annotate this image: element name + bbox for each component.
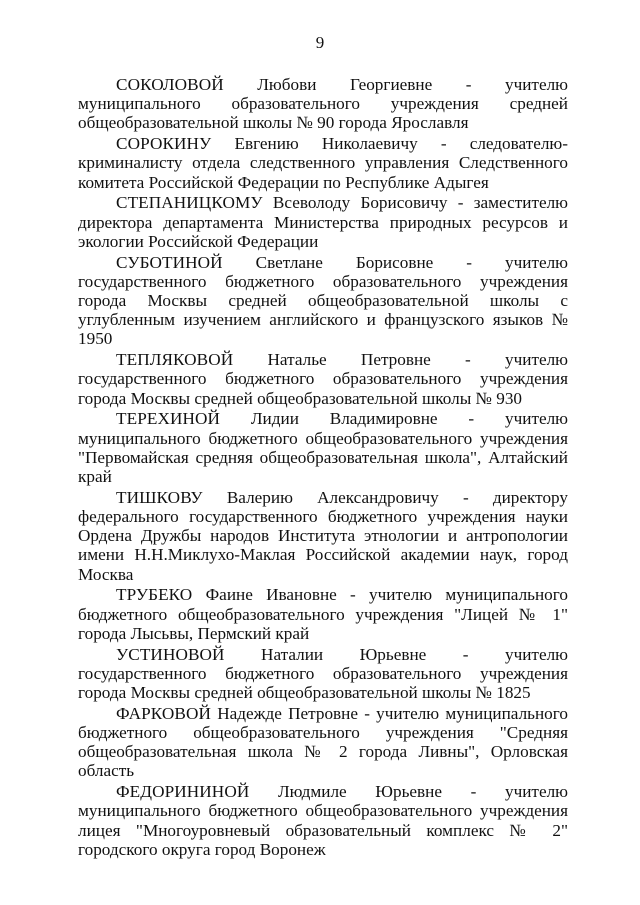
recipient-surname: ФАРКОВОЙ	[116, 703, 212, 723]
list-item	[78, 253, 568, 349]
list-item	[78, 193, 568, 251]
recipient-details: Лидии Владимировне - учителю муниципального бюджетного общеобразовательного учреждения "Первомайская средняя общеобразовательная школа", Алтайский край	[78, 409, 568, 487]
recipient-surname: ТИШКОВУ	[116, 487, 203, 507]
list-item	[78, 645, 568, 703]
recipient-surname: СТЕПАНИЦКОМУ	[116, 193, 263, 213]
recipient-details: Людмиле Юрьевне - учителю муниципального бюджетного общеобразовательного учреждения лицея "Многоуровневый образовательный комплекс № 2" городского округа город Воронеж	[78, 782, 568, 859]
recipient-surname: УСТИНОВОЙ	[116, 644, 225, 664]
list-item	[78, 409, 568, 486]
recipient-details: Наталье Петровне - учителю государственного бюджетного образовательного учреждения города Москвы средней общеобразовательной школы № 930	[78, 350, 568, 408]
list-item	[78, 782, 568, 859]
list-item	[78, 350, 568, 408]
recipient-details: Надежде Петровне - учителю муниципального бюджетного общеобразовательного учреждения "Средняя общеобразовательная школа № 2 города Ливны", Орловская область	[78, 703, 568, 781]
recipient-details: Всеволоду Борисовичу - заместителю директора департамента Министерства природных ресурсов и экологии Российской Федерации	[78, 193, 568, 251]
recipient-details: Наталии Юрьевне - учителю государственного бюджетного образовательного учреждения города Москвы средней общеобразовательной школы № 1825	[78, 644, 568, 703]
recipient-surname: СОРОКИНУ	[116, 134, 212, 154]
recipient-surname: СУБОТИНОЙ	[116, 252, 223, 272]
recipient-details: Валерию Александровичу - директору федерального государственного бюджетного учреждения науки Ордена Дружбы народов Института этнологии и антропологии имени Н.Н.Миклухо-Маклая Российской академии наук, город Москва	[78, 487, 568, 584]
recipient-details: Евгению Николаевичу - следователю-криминалисту отдела следственного управления Следственного комитета Российской Федерации по Республике Адыгея	[78, 134, 568, 192]
recipient-surname: СОКОЛОВОЙ	[116, 75, 224, 94]
award-recipient-list	[78, 75, 568, 861]
list-item	[78, 585, 568, 643]
list-item	[78, 704, 568, 781]
recipient-details: Фаине Ивановне - учителю муниципального бюджетного общеобразовательного учреждения "Лицей № 1" города Лысьвы, Пермский край	[78, 585, 568, 643]
page-number: 9	[315, 33, 325, 52]
recipient-surname: ФЕДОРИНИНОЙ	[116, 782, 250, 802]
recipient-details: Любови Георгиевне - учителю муниципального образовательного учреждения средней общеобразовательной школы № 90 города Ярославля	[78, 75, 568, 133]
list-item	[78, 75, 568, 133]
recipient-surname: ТЕПЛЯКОВОЙ	[116, 350, 234, 370]
list-item	[78, 134, 568, 192]
recipient-surname: ТРУБЕКО	[116, 585, 193, 605]
list-item	[78, 488, 568, 584]
recipient-details: Светлане Борисовне - учителю государственного бюджетного образовательного учреждения города Москвы средней общеобразовательной школы с углубленным изучением английского и французского языков № 1950	[78, 252, 568, 349]
recipient-surname: ТЕРЕХИНОЙ	[116, 409, 221, 429]
